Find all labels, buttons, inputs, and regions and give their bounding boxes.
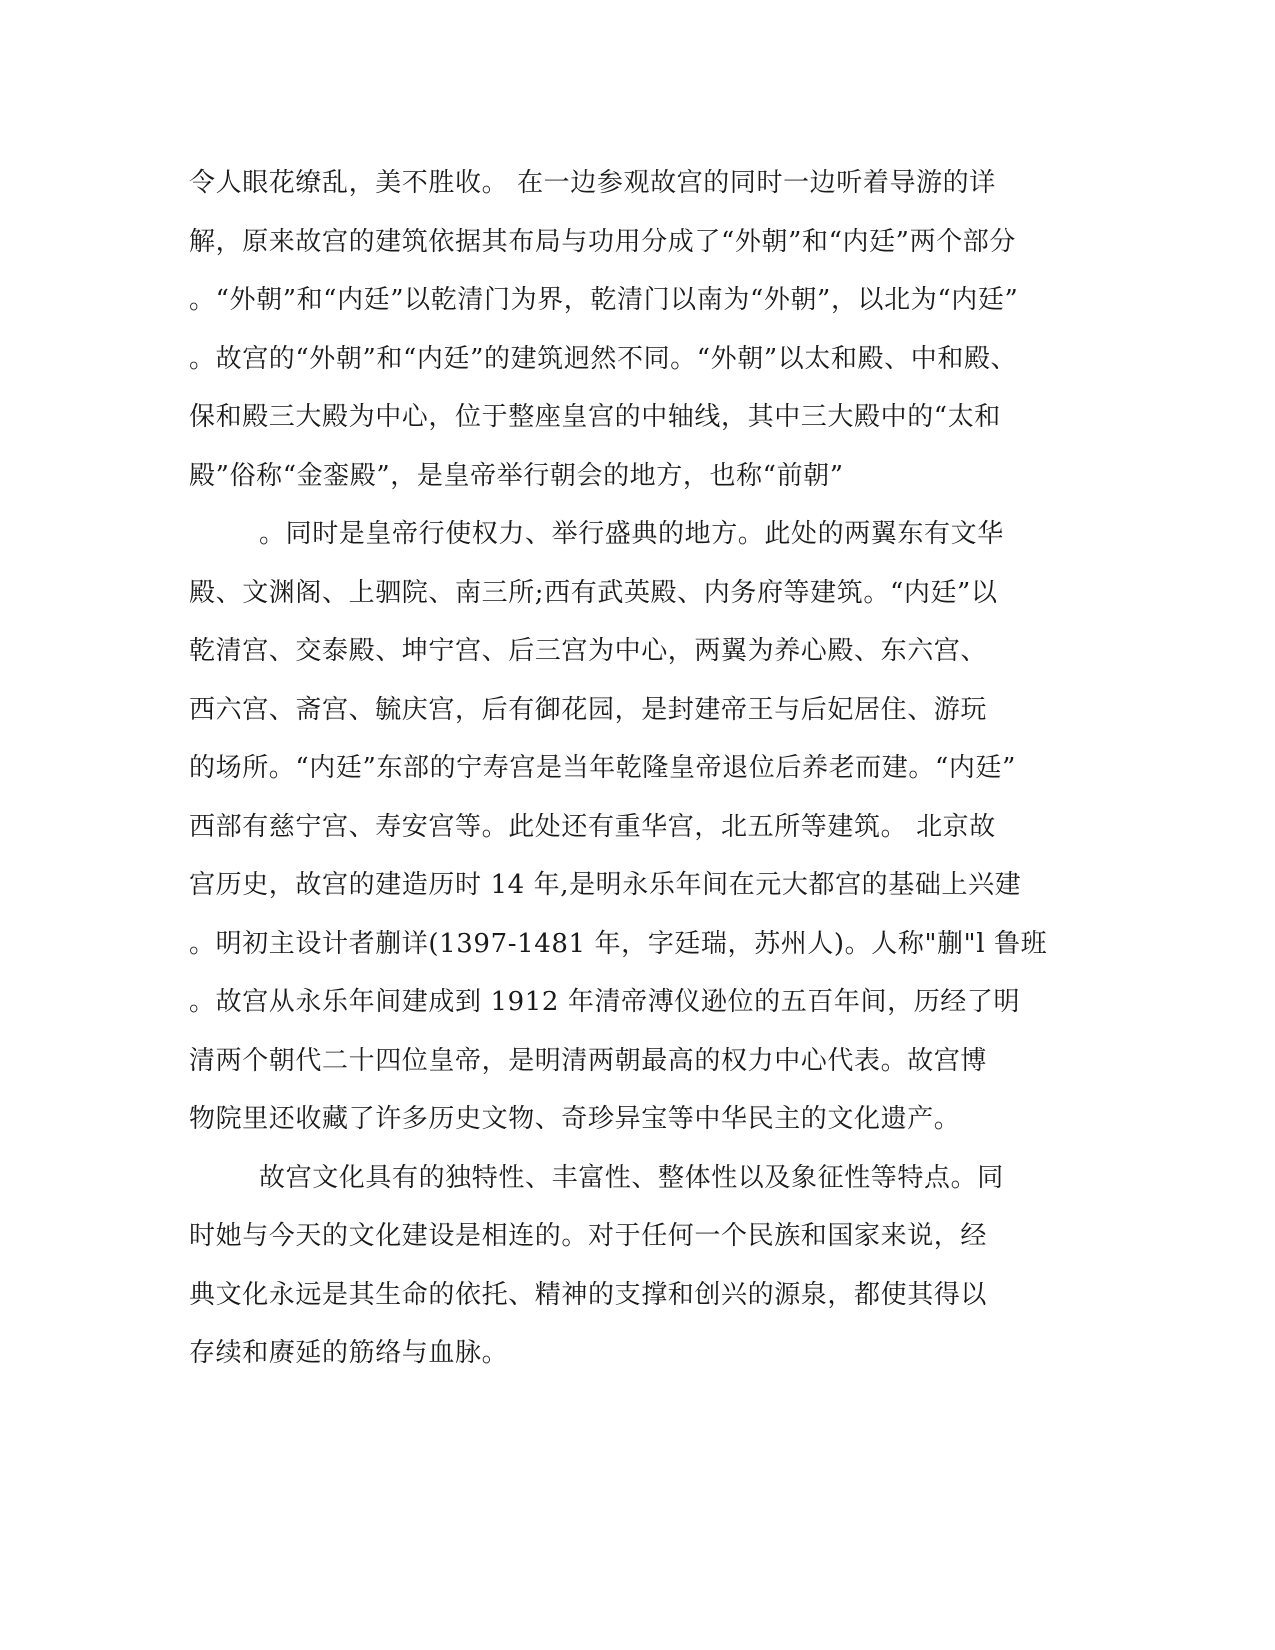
text-line: 乾清宫、交泰殿、坤宁宫、后三宫为中心，两翼为养心殿、东六宫、 bbox=[189, 636, 988, 666]
text-line: 存续和赓延的筋络与血脉。 bbox=[189, 1338, 509, 1368]
body-text bbox=[189, 160, 1089, 1389]
text-line: 殿”俗称“金銮殿”，是皇帝举行朝会的地方，也称“前朝” bbox=[189, 460, 844, 491]
text-line: 令人眼花缭乱，美不胜收。 在一边参观故宫的同时一边听着导游的详 bbox=[189, 168, 996, 198]
text-line: 物院里还收藏了许多历史文物、奇珍异宝等中华民主的文化遗产。 bbox=[189, 1104, 961, 1134]
text-line: 时她与今天的文化建设是相连的。对于任何一个民族和国家来说，经 bbox=[189, 1221, 988, 1251]
text-line: 。“外朝”和“内廷”以乾清门为界，乾清门以南为“外朝”，以北为“内廷” bbox=[189, 285, 1019, 315]
text-line: 宫历史，故宫的建造历时 14 年,是明永乐年间在元大都宫的基础上兴建 bbox=[189, 870, 1022, 900]
text-line: 的场所。“内廷”东部的宁寿宫是当年乾隆皇帝退位后养老而建。“内廷” bbox=[189, 753, 1016, 783]
text-line: 殿、文渊阁、上驷院、南三所;西有武英殿、内务府等建筑。“内廷”以 bbox=[189, 577, 998, 608]
text-line: 清两个朝代二十四位皇帝，是明清两朝最高的权力中心代表。故宫博 bbox=[189, 1045, 988, 1076]
text-line: 保和殿三大殿为中心，位于整座皇宫的中轴线，其中三大殿中的“太和 bbox=[189, 402, 1001, 432]
text-line: 故宫文化具有的独特性、丰富性、整体性以及象征性等特点。同 bbox=[259, 1162, 1004, 1193]
text-line: 。故宫从永乐年间建成到 1912 年清帝溥仪逊位的五百年间，历经了明 bbox=[189, 987, 1021, 1017]
text-line: 西部有慈宁宫、寿安宫等。此处还有重华宫，北五所等建筑。 北京故 bbox=[189, 811, 996, 842]
text-line: 。同时是皇帝行使权力、举行盛典的地方。此处的两翼东有文华 bbox=[259, 519, 1004, 549]
text-line: 解，原来故宫的建筑依据其布局与功用分成了“外朝”和“内廷”两个部分 bbox=[189, 226, 1016, 257]
text-line: 。明初主设计者蒯详(1397-1481 年，字廷瑞，苏州人)。人称"蒯"l 鲁班 bbox=[189, 928, 1048, 959]
text-line: 。故宫的“外朝”和“内廷”的建筑迥然不同。“外朝”以太和殿、中和殿、 bbox=[189, 343, 1018, 374]
text-line: 西六宫、斋宫、毓庆宫，后有御花园，是封建帝王与后妃居住、游玩 bbox=[189, 694, 988, 725]
text-line: 典文化永远是其生命的依托、精神的支撑和创兴的源泉，都使其得以 bbox=[189, 1279, 988, 1310]
